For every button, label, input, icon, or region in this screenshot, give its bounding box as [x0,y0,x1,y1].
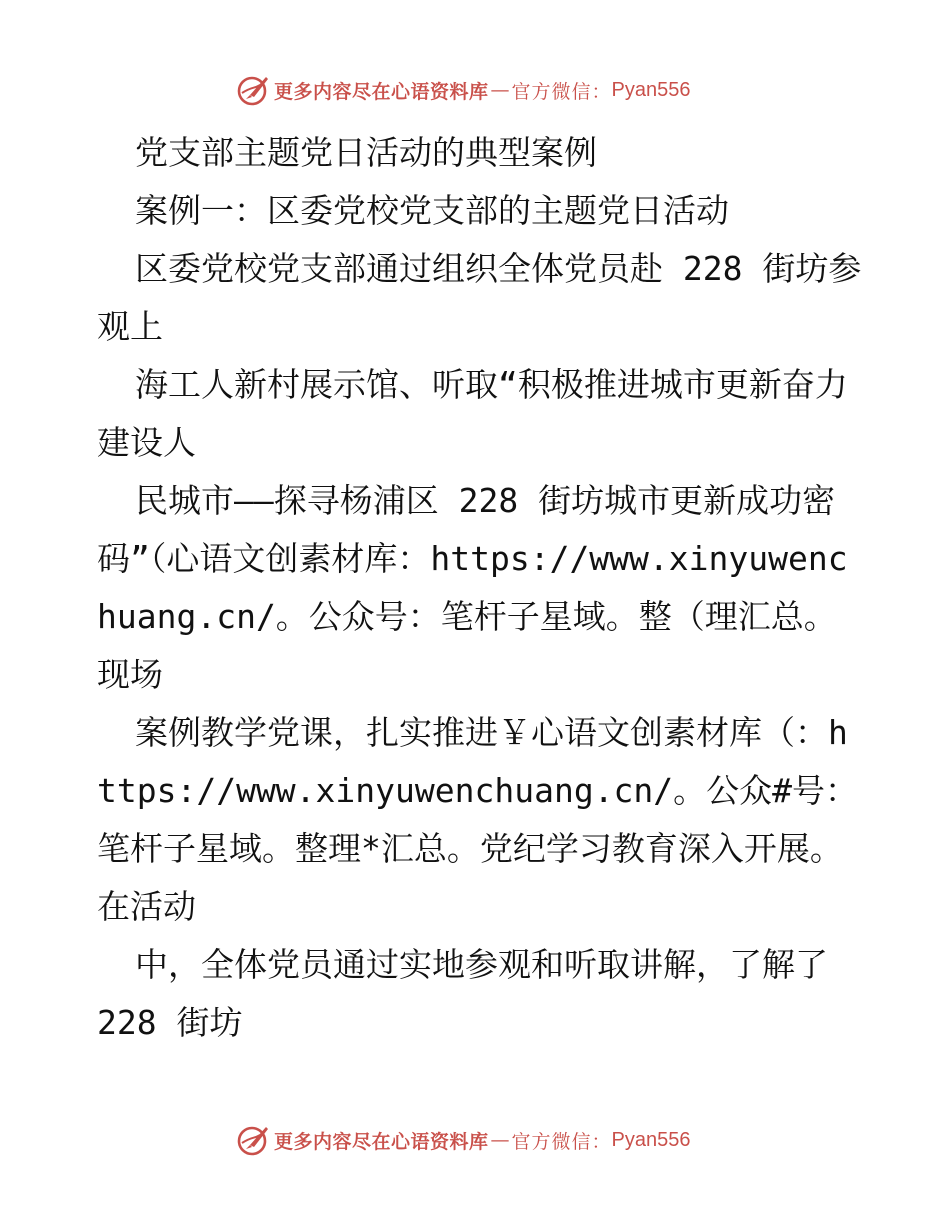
quill-pen-circle-icon [236,73,270,107]
body-paragraph: 民城市——探寻杨浦区 228 街坊城市更新成功密码”（心语文创素材库：https://www.xinyuwenchuang.cn/。公众号：笔杆子星域。整（理汇总。现场 [97,481,848,694]
banner-dash: — [490,1129,510,1151]
banner-text: 更多内容尽在心语资料库 [274,80,489,103]
banner-wechat-id: Pyan556 [611,1128,691,1151]
header-banner [236,72,691,108]
body-paragraph: 海工人新村展示馆、听取“积极推进城市更新奋力建设人 [97,365,848,462]
banner-text: 更多内容尽在心语资料库 [274,1130,489,1153]
body-paragraph: 中，全体党员通过实地参观和听取讲解，了解了 228 街坊 [97,945,848,1042]
body-paragraph: 区委党校党支部通过组织全体党员赴 228 街坊参观上 [97,249,862,346]
banner-dash: — [490,79,510,101]
footer-banner [236,1122,691,1158]
document-title: 党支部主题党日活动的典型案例 [135,133,597,172]
document-body [97,124,867,1052]
body-paragraph: 案例教学党课，扎实推进￥心语文创素材库（：https://www.xinyuwenchuang.cn/。公众#号：笔杆子星域。整理*汇总。党纪学习教育深入开展。在活动 [97,713,859,926]
banner-wechat-id: Pyan556 [611,78,691,101]
banner-wechat-label: 官方微信： [511,1130,612,1153]
banner-wechat-label: 官方微信： [511,80,612,103]
case-heading: 案例一：区委党校党支部的主题党日活动 [135,191,729,230]
quill-pen-circle-icon [236,1123,270,1157]
